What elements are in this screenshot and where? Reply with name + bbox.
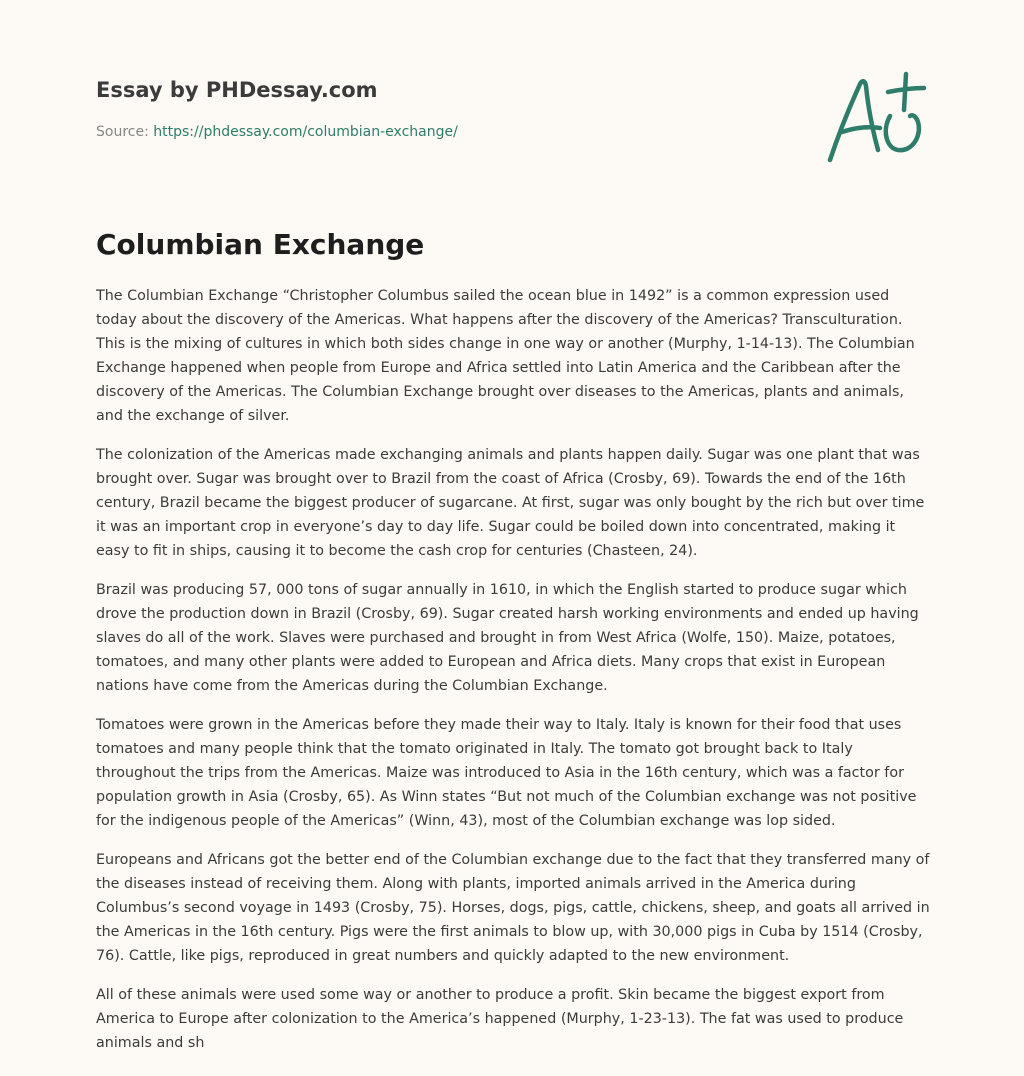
essay-paragraph-3: Brazil was producing 57, 000 tons of sugar annually in 1610, in which the English started to produce sugar which drove the production down in Brazil (Crosby, 69). Sugar created harsh working environments and ended up having slaves do all of the work. Slaves were purchased and brought in from West Africa (Wolfe, 150). Maize, potatoes, tomatoes, and many other plants were added to European and Africa diets. Many crops that exist in European nations have come from the Americas during the Columbian Exchange.	[96, 582, 919, 694]
source-link[interactable]: https://phdessay.com/columbian-exchange/	[153, 124, 458, 140]
essay-paragraph-4: Tomatoes were grown in the Americas before they made their way to Italy. Italy is known for their food that uses tomatoes and many people think that the tomato originated in Italy. The tomato got brought back to Italy throughout the trips from the Americas. Maize was introduced to Asia in the 16th century, which was a factor for population growth in Asia (Crosby, 65). As Winn states “But not much of the Columbian exchange was not positive for the indigenous people of the Americas” (Winn, 43), most of the Columbian exchange was lop sided.	[96, 717, 917, 829]
essay-paragraph-2: The colonization of the Americas made exchanging animals and plants happen daily. Sugar was one plant that was brought over. Sugar was brought over to Brazil from the coast of Africa (Crosby, 69). Towards the end of the 16th century, Brazil became the biggest producer of sugarcane. At first, sugar was only bought by the rich but over time it was an important crop in everyone’s day to day life. Sugar could be boiled down into concentrated, making it easy to fit in ships, causing it to become the cash crop for centuries (Chasteen, 24).	[96, 447, 925, 559]
essay-paragraph-1: The Columbian Exchange “Christopher Columbus sailed the ocean blue in 1492” is a common expression used today about the discovery of the Americas. What happens after the discovery of the Americas? Transculturation. This is the mixing of cultures in which both sides change in one way or another (Murphy, 1-14-13). The Columbian Exchange happened when people from Europe and Africa settled into Latin America and the Caribbean after the discovery of the Americas. The Columbian Exchange brought over diseases to the Americas, plants and animals, and the exchange of silver.	[96, 288, 915, 424]
source-label: Source:	[96, 124, 154, 140]
essay-title: Columbian Exchange	[96, 228, 425, 261]
a-plus-logo-icon	[820, 66, 930, 166]
site-title: Essay by PHDessay.com	[96, 78, 378, 102]
essay-paragraph-6: All of these animals were used some way or another to produce a profit. Skin became the biggest export from America to Europe after colonization to the America’s happened (Murphy, 1-23-13). The fat was used to produce animals and sh	[96, 987, 904, 1051]
essay-paragraph-5: Europeans and Africans got the better end of the Columbian exchange due to the fact that they transferred many of the diseases instead of receiving them. Along with plants, imported animals arrived in the America during Columbus’s second voyage in 1493 (Crosby, 75). Horses, dogs, pigs, cattle, chickens, sheep, and goats all arrived in the Americas in the 16th century. Pigs were the first animals to blow up, with 30,000 pigs in Cuba by 1514 (Crosby, 76). Cattle, like pigs, reproduced in great numbers and quickly adapted to the new environment.	[96, 852, 930, 964]
essay-body	[96, 284, 932, 1070]
source-line	[96, 122, 796, 142]
site-header	[96, 76, 796, 142]
